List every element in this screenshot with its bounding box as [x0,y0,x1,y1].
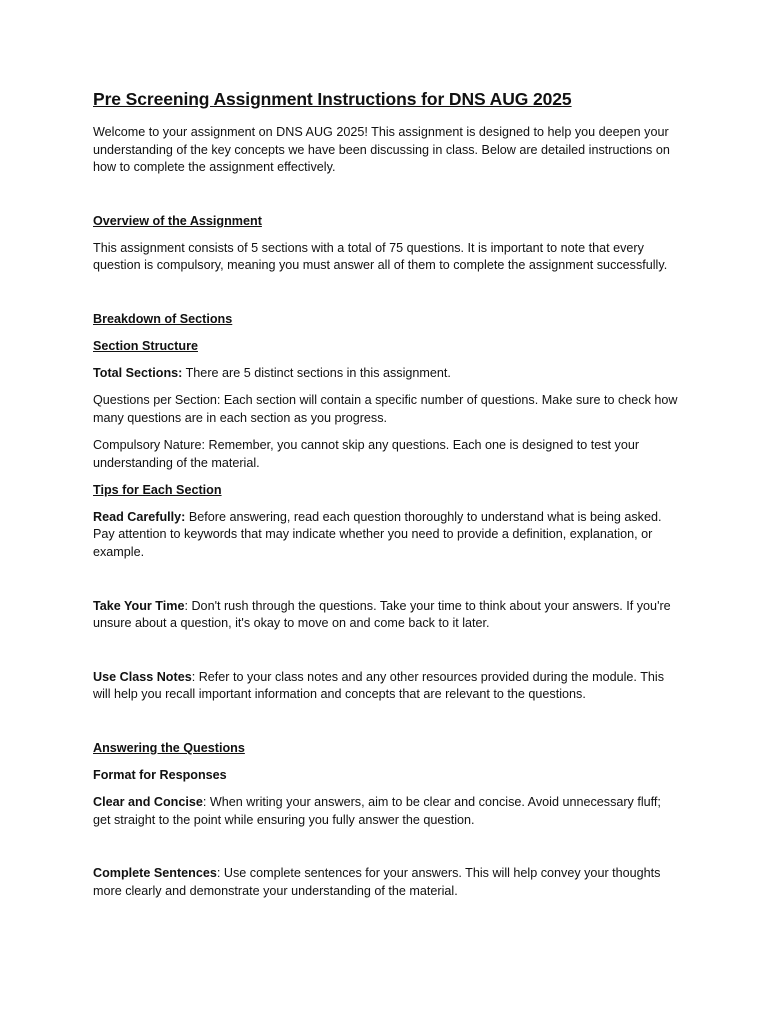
complete-sentences-paragraph [93,865,678,900]
class-notes-label: Use Class Notes [93,669,192,684]
take-your-time-label: Take Your Time [93,598,185,613]
clear-concise-label: Clear and Concise [93,795,203,810]
class-notes-paragraph [93,669,678,704]
clear-concise-paragraph [93,794,678,829]
read-carefully-paragraph [93,509,678,562]
read-carefully-text: Before answering, read each question thoroughly to understand what is being asked. Pay attention to keywords that may indicate whether you need to provide a definition, explanation, or example. [93,509,662,559]
take-your-time-paragraph [93,598,678,633]
page-title: Pre Screening Assignment Instructions for DNS AUG 2025 [93,89,572,109]
overview-paragraph: This assignment consists of 5 sections with a total of 75 questions. It is important to note that every question is compulsory, meaning you must answer all of them to complete the assignment successfully. [93,240,668,273]
questions-per-section-paragraph: Questions per Section: Each section will contain a specific number of questions. Make sure to check how many questions are in each section as you progress. [93,393,678,425]
tips-heading: Tips for Each Section [93,482,222,497]
overview-heading: Overview of the Assignment [93,213,262,228]
complete-sentences-text: : Use complete sentences for your answers. This will help convey your thoughts more clearly and demonstrate your understanding of the material. [93,866,661,898]
read-carefully-label: Read Carefully: [93,509,186,524]
format-heading: Format for Responses [93,768,227,783]
intro-paragraph: Welcome to your assignment on DNS AUG 2025! This assignment is designed to help you deepen your understanding of the key concepts we have been discussing in class. Below are detailed instructions on how to complete the assignment effectively. [93,125,670,175]
breakdown-heading: Breakdown of Sections [93,312,233,327]
total-sections-paragraph [93,365,678,383]
class-notes-text: : Refer to your class notes and any other resources provided during the module. This will help you recall important information and concepts that are relevant to the questions. [93,669,664,702]
clear-concise-text: : When writing your answers, aim to be clear and concise. Avoid unnecessary fluff; get straight to the point while ensuring you fully answer the question. [93,795,661,827]
section-structure-heading: Section Structure [93,339,198,354]
complete-sentences-label: Complete Sentences [93,866,217,881]
total-sections-text: There are 5 distinct sections in this assignment. [182,366,451,381]
total-sections-label: Total Sections: [93,366,183,381]
compulsory-nature-paragraph: Compulsory Nature: Remember, you cannot skip any questions. Each one is designed to test your understanding of the material. [93,438,640,470]
take-your-time-text: : Don't rush through the questions. Take your time to think about your answers. If you're unsure about a question, it's okay to move on and come back to it later. [93,598,671,631]
answering-heading: Answering the Questions [93,740,245,755]
